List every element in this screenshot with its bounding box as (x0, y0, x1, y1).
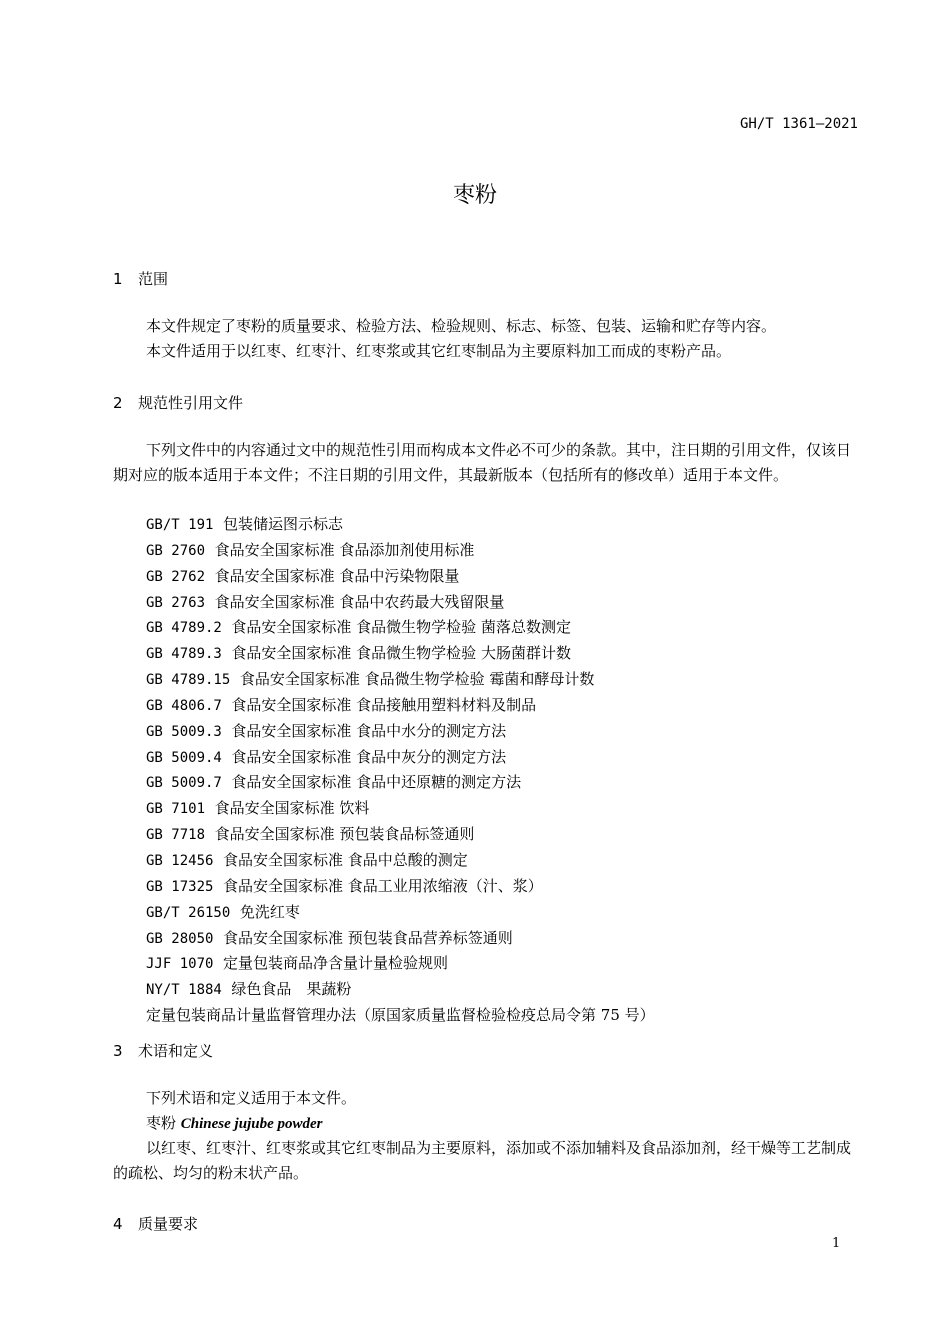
reference-item: GB 12456 食品安全国家标准 食品中总酸的测定 (146, 850, 468, 869)
reference-item: GB 7101 食品安全国家标准 饮料 (146, 799, 370, 818)
reference-item: GB 4789.2 食品安全国家标准 食品微生物学检验 菌落总数测定 (146, 618, 571, 637)
section-number: 2 (113, 394, 123, 412)
term-english: Chinese jujube powder (180, 1116, 323, 1132)
term-chinese: 枣粉 (146, 1114, 177, 1132)
section-number: 3 (113, 1042, 123, 1060)
standard-code: GH/T 1361—2021 (739, 116, 858, 132)
reference-item: GB 5009.7 食品安全国家标准 食品中还原糖的测定方法 (146, 773, 522, 792)
reference-item: JJF 1070 定量包装商品净含量计量检验规则 (146, 954, 448, 973)
reference-item: GB 7718 食品安全国家标准 预包装食品标签通则 (146, 825, 475, 844)
reference-item: GB 4789.3 食品安全国家标准 食品微生物学检验 大肠菌群计数 (146, 644, 571, 663)
reference-item: GB 2763 食品安全国家标准 食品中农药最大残留限量 (146, 592, 505, 611)
term-definition: 以红枣、红枣汁、红枣浆或其它红枣制品为主要原料，添加或不添加辅料及食品添加剂，经干燥等工艺制成的疏松、均匀的粉末状产品。 (113, 1139, 852, 1182)
term-entry (113, 1111, 858, 1137)
section-1-heading (113, 268, 168, 289)
reference-item: 定量包装商品计量监督管理办法（原国家质量监督检验检疫总局令第 75 号） (146, 1006, 655, 1025)
section-1-paragraph-2: 本文件适用于以红枣、红枣汁、红枣浆或其它红枣制品为主要原料加工而成的枣粉产品。 (146, 342, 732, 360)
page-number: 1 (832, 1236, 841, 1251)
section-3-intro: 下列术语和定义适用于本文件。 (146, 1089, 357, 1107)
reference-item: GB 2762 食品安全国家标准 食品中污染物限量 (146, 566, 460, 585)
reference-item: GB 28050 食品安全国家标准 预包装食品营养标签通则 (146, 928, 513, 947)
reference-item: GB 5009.3 食品安全国家标准 食品中水分的测定方法 (146, 721, 507, 740)
reference-item: GB/T 26150 免洗红枣 (146, 902, 300, 921)
section-2-intro: 下列文件中的内容通过文中的规范性引用而构成本文件必不可少的条款。其中，注日期的引用文件，仅该日期对应的版本适用于本文件；不注日期的引用文件，其最新版本（包括所有的修改单）适用于本文件。 (113, 441, 852, 484)
reference-item: GB 17325 食品安全国家标准 食品工业用浓缩液（汁、浆） (146, 876, 543, 895)
reference-list (146, 512, 655, 1028)
reference-item: GB 4789.15 食品安全国家标准 食品微生物学检验 霉菌和酵母计数 (146, 670, 595, 689)
reference-item: GB/T 191 包装储运图示标志 (146, 515, 343, 533)
document-title: 枣粉 (452, 183, 497, 208)
section-number: 4 (113, 1215, 123, 1233)
reference-item: GB 5009.4 食品安全国家标准 食品中灰分的测定方法 (146, 747, 507, 766)
reference-item: GB 2760 食品安全国家标准 食品添加剂使用标准 (146, 540, 475, 559)
section-title: 术语和定义 (138, 1042, 214, 1060)
section-2-heading (113, 392, 243, 413)
section-title: 范围 (138, 270, 169, 288)
section-4-heading (113, 1213, 198, 1234)
reference-item: GB 4806.7 食品安全国家标准 食品接触用塑料材料及制品 (146, 695, 537, 714)
section-title: 质量要求 (138, 1215, 199, 1233)
section-3-heading (113, 1040, 213, 1061)
section-title: 规范性引用文件 (138, 394, 244, 412)
reference-item: NY/T 1884 绿色食品 果蔬粉 (146, 980, 352, 999)
section-1-paragraph-1: 本文件规定了枣粉的质量要求、检验方法、检验规则、标志、标签、包装、运输和贮存等内容。 (146, 317, 777, 335)
section-number: 1 (113, 270, 123, 288)
